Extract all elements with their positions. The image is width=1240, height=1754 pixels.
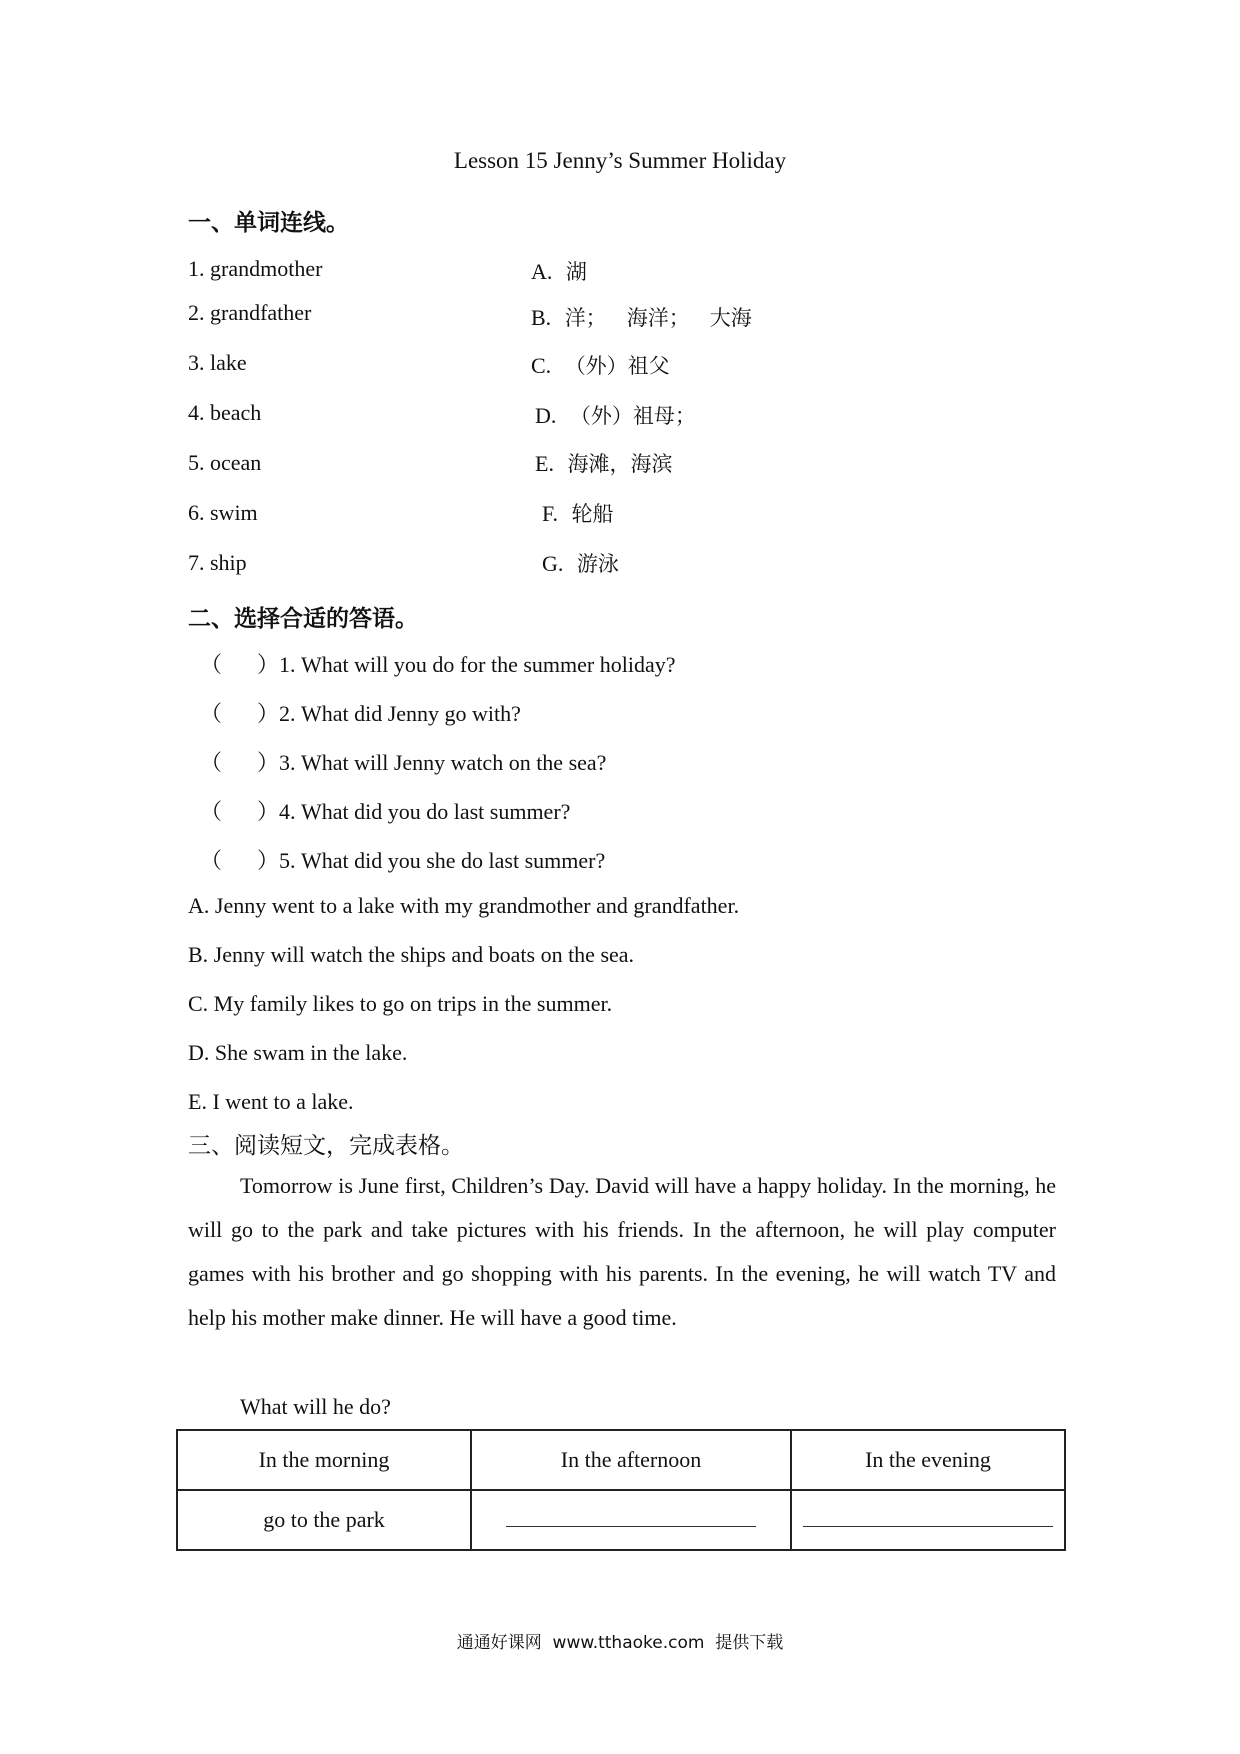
meaning-item — [531, 302, 752, 332]
meaning-text: （外）祖父 — [564, 354, 670, 378]
question-text: 1. What will you do for the summer holiday? — [278, 652, 676, 677]
answer-blank[interactable]: （ ） — [200, 849, 279, 874]
question-item — [200, 697, 521, 728]
word-item: 3. lake — [188, 350, 247, 375]
meaning-letter: D. — [535, 403, 557, 428]
table-cell-blank[interactable] — [791, 1490, 1065, 1550]
answer-blank[interactable]: （ ） — [200, 800, 279, 825]
table-question: What will he do? — [240, 1394, 391, 1419]
answer-option: A. Jenny went to a lake with my grandmother and grandfather. — [188, 893, 740, 918]
answer-option: C. My family likes to go on trips in the summer. — [188, 991, 613, 1016]
question-text: 3. What will Jenny watch on the sea? — [278, 750, 607, 775]
table-cell: go to the park — [177, 1490, 471, 1550]
meaning-text: 轮船 — [571, 502, 614, 526]
word-item: 4. beach — [188, 400, 262, 425]
question-item — [200, 795, 570, 826]
answer-option: B. Jenny will watch the ships and boats on the sea. — [188, 942, 635, 967]
word-item: 7. ship — [188, 550, 247, 575]
meaning-text: 游泳 — [576, 552, 619, 576]
table-header-row — [177, 1430, 1065, 1490]
table-header-cell: In the afternoon — [471, 1430, 791, 1490]
word-item: 1. grandmother — [188, 256, 323, 281]
section-1-heading: 一、单词连线。 — [188, 210, 349, 236]
meaning-letter: E. — [535, 451, 554, 476]
meaning-letter: G. — [542, 551, 564, 576]
meaning-item — [531, 350, 670, 380]
footer-source — [0, 1628, 1240, 1653]
question-item — [200, 746, 606, 777]
footer-text: 通通好课网 www.tthaoke.com 提供下载 — [456, 1633, 784, 1653]
meaning-item — [542, 548, 619, 578]
meaning-letter: F. — [542, 501, 558, 526]
meaning-text: 洋； 海洋； 大海 — [564, 306, 752, 330]
question-item — [200, 844, 605, 875]
meaning-letter: A. — [531, 259, 553, 284]
meaning-item — [542, 498, 613, 528]
meaning-item — [535, 448, 672, 478]
section-3-heading: 三、阅读短文，完成表格。 — [188, 1133, 464, 1159]
meaning-text: （外）祖母； — [569, 404, 696, 428]
question-text: 4. What did you do last summer? — [278, 799, 571, 824]
page-title: Lesson 15 Jenny’s Summer Holiday — [453, 148, 787, 173]
question-text: 5. What did you she do last summer? — [278, 848, 606, 873]
activity-table — [176, 1429, 1066, 1551]
table-cell-blank[interactable] — [471, 1490, 791, 1550]
table-row — [177, 1490, 1065, 1550]
section-2-heading: 二、选择合适的答语。 — [188, 606, 418, 632]
meaning-letter: B. — [531, 305, 552, 330]
word-item: 2. grandfather — [188, 300, 312, 325]
fill-blank[interactable] — [506, 1512, 756, 1527]
reading-passage: Tomorrow is June first, Children’s Day. David will have a happy holiday. In the morning, he will go to the park and take pictures with his friends. In the afternoon, he will play computer games with his brother and go shopping with his parents. In the evening, he will watch TV and help his mother make dinner. He will have a good time. — [188, 1173, 1056, 1330]
answer-option: E. I went to a lake. — [188, 1089, 354, 1114]
table-header-cell: In the morning — [177, 1430, 471, 1490]
meaning-item — [535, 400, 696, 430]
fill-blank[interactable] — [803, 1512, 1053, 1527]
question-text: 2. What did Jenny go with? — [278, 701, 521, 726]
table-header-cell: In the evening — [791, 1430, 1065, 1490]
meaning-item — [531, 256, 587, 286]
meaning-letter: C. — [531, 353, 552, 378]
question-item — [200, 648, 676, 679]
answer-blank[interactable]: （ ） — [200, 751, 279, 776]
answer-option: D. She swam in the lake. — [188, 1040, 408, 1065]
answer-blank[interactable]: （ ） — [200, 653, 279, 678]
word-item: 5. ocean — [188, 450, 262, 475]
word-item: 6. swim — [188, 500, 258, 525]
answer-blank[interactable]: （ ） — [200, 702, 279, 727]
meaning-text: 湖 — [565, 260, 587, 284]
meaning-text: 海滩，海滨 — [567, 452, 673, 476]
